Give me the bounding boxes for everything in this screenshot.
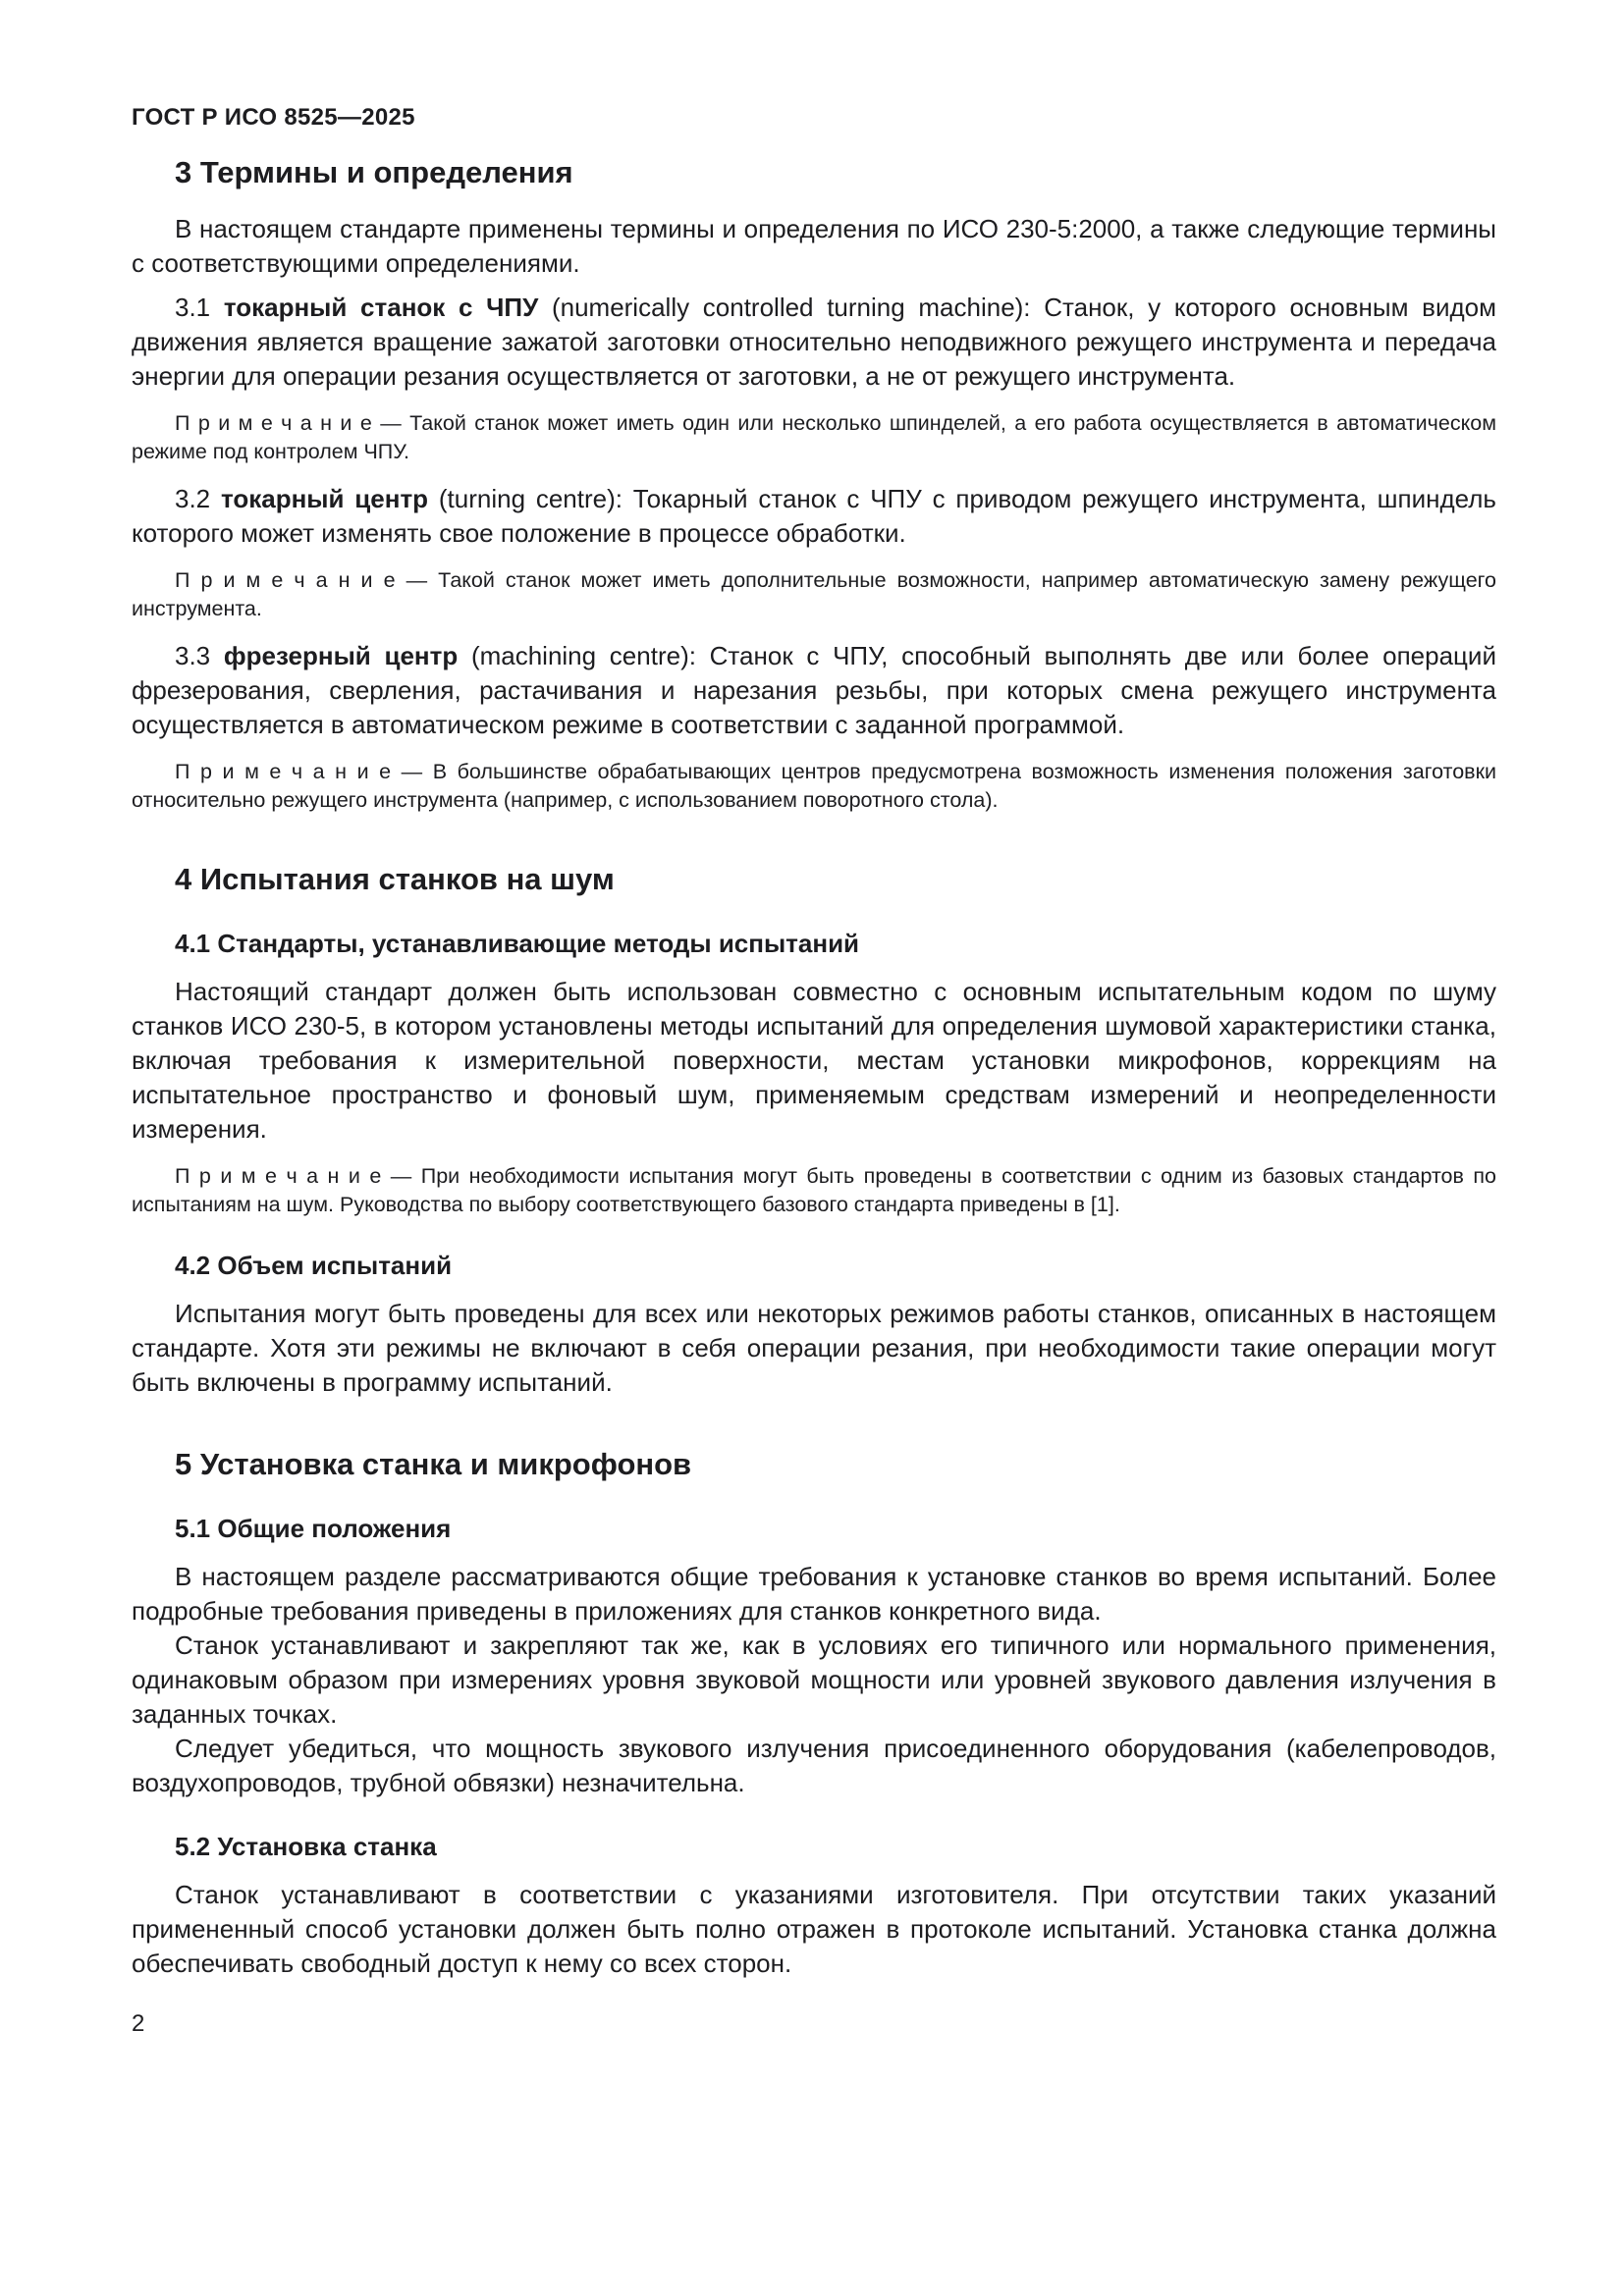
- note-label: П р и м е ч а н и е: [175, 411, 372, 435]
- note-text: — В большинстве обрабатывающих центров предусмотрена возможность изменения положения заготовки относительно режущего инструмента (например, с использованием поворотного стола).: [132, 760, 1496, 812]
- note-text: — Такой станок может иметь дополнительные возможности, например автоматическую замену режущего инструмента.: [132, 568, 1496, 620]
- section-4-1-heading: 4.1 Стандарты, устанавливающие методы испытаний: [175, 929, 860, 958]
- term-entry-3-1: [132, 291, 1496, 394]
- term-name: токарный станок с ЧПУ: [223, 293, 539, 322]
- note-4-1: [132, 1162, 1496, 1219]
- term-number: 3.2: [175, 484, 211, 513]
- section-4-heading: 4 Испытания станков на шум: [175, 862, 615, 896]
- term-definition: (machining centre): Станок с ЧПУ, способный выполнять две или более операций фрезерования, сверления, растачивания и нарезания резьбы, при которых смена режущего инструмента осуществляется в автоматическом режиме в соответствии с заданной программой.: [132, 641, 1496, 739]
- note-label: П р и м е ч а н и е: [175, 760, 392, 783]
- paragraph-5-1-b: Станок устанавливают и закрепляют так же, как в условиях его типичного или нормального применения, одинаковым образом при измерениях уровня звуковой мощности или уровней звукового давления излучения в заданных точках.: [132, 1630, 1496, 1729]
- section-3-heading: 3 Термины и определения: [175, 155, 573, 189]
- note-3-3: [132, 758, 1496, 815]
- paragraph-4-2: Испытания могут быть проведены для всех или некоторых режимов работы станков, описанных в настоящем стандарте. Хотя эти режимы не включают в себя операции резания, при необходимости такие операции могут быть включены в программу испытаний.: [132, 1299, 1496, 1397]
- term-name: фрезерный центр: [223, 641, 459, 670]
- note-text: — При необходимости испытания могут быть проведены в соответствии с одним из базовых стандартов по испытаниям на шум. Руководства по выбору соответствующего базового стандарта приведены в [1].: [132, 1164, 1496, 1216]
- paragraph-4-1: Настоящий стандарт должен быть использован совместно с основным испытательным кодом по шуму станков ИСО 230-5, в котором установлены методы испытаний для определения шумовой характеристики станка, включая требования к измерительной поверхности, местам установки микрофонов, коррекциям на испытательное пространство и фоновый шум, применяемым средствам измерений и неопределенности измерения.: [132, 977, 1496, 1144]
- page-number: 2: [132, 2010, 145, 2037]
- note-3-2: [132, 566, 1496, 623]
- term-entry-3-3: [132, 639, 1496, 742]
- document-code: ГОСТ Р ИСО 8525—2025: [132, 104, 415, 131]
- paragraph-5-2: Станок устанавливают в соответствии с указаниями изготовителя. При отсутствии таких указаний примененный способ установки должен быть полно отражен в протоколе испытаний. Установка станка должна обеспечивать свободный доступ к нему со всех сторон.: [132, 1880, 1496, 1978]
- section-4-2-heading: 4.2 Объем испытаний: [175, 1251, 453, 1280]
- term-number: 3.3: [175, 641, 211, 670]
- term-name: токарный центр: [220, 484, 429, 513]
- term-entry-3-2: [132, 482, 1496, 551]
- section-5-1-heading: 5.1 Общие положения: [175, 1514, 452, 1543]
- section-5-2-heading: 5.2 Установка станка: [175, 1832, 437, 1861]
- paragraph-5-1-c: Следует убедиться, что мощность звукового излучения присоединенного оборудования (кабелепроводов, воздухопроводов, трубной обвязки) незначительна.: [132, 1734, 1496, 1797]
- term-number: 3.1: [175, 293, 211, 322]
- note-label: П р и м е ч а н и е: [175, 1164, 382, 1188]
- paragraph-5-1-a: В настоящем разделе рассматриваются общие требования к установке станков во время испытаний. Более подробные требования приведены в приложениях для станков конкретного вида.: [132, 1562, 1496, 1626]
- term-definition: (turning centre): Токарный станок с ЧПУ с приводом режущего инструмента, шпиндель которого может изменять свое положение в процессе обработки.: [132, 484, 1496, 548]
- term-definition: (numerically controlled turning machine): Станок, у которого основным видом движения является вращение зажатой заготовки относительно неподвижного режущего инструмента и передача энергии для операции резания осуществляется от заготовки, а не от режущего инструмента.: [132, 293, 1496, 391]
- note-label: П р и м е ч а н и е: [175, 568, 396, 592]
- running-header: [132, 104, 1496, 132]
- note-text: — Такой станок может иметь один или несколько шпинделей, а его работа осуществляется в автоматическом режиме под контролем ЧПУ.: [132, 411, 1496, 463]
- note-3-1: [132, 409, 1496, 466]
- section-3-intro-paragraph: В настоящем стандарте применены термины и определения по ИСО 230-5:2000, а также следующие термины с соответствующими определениями.: [132, 214, 1496, 278]
- section-5-heading: 5 Установка станка и микрофонов: [175, 1447, 692, 1481]
